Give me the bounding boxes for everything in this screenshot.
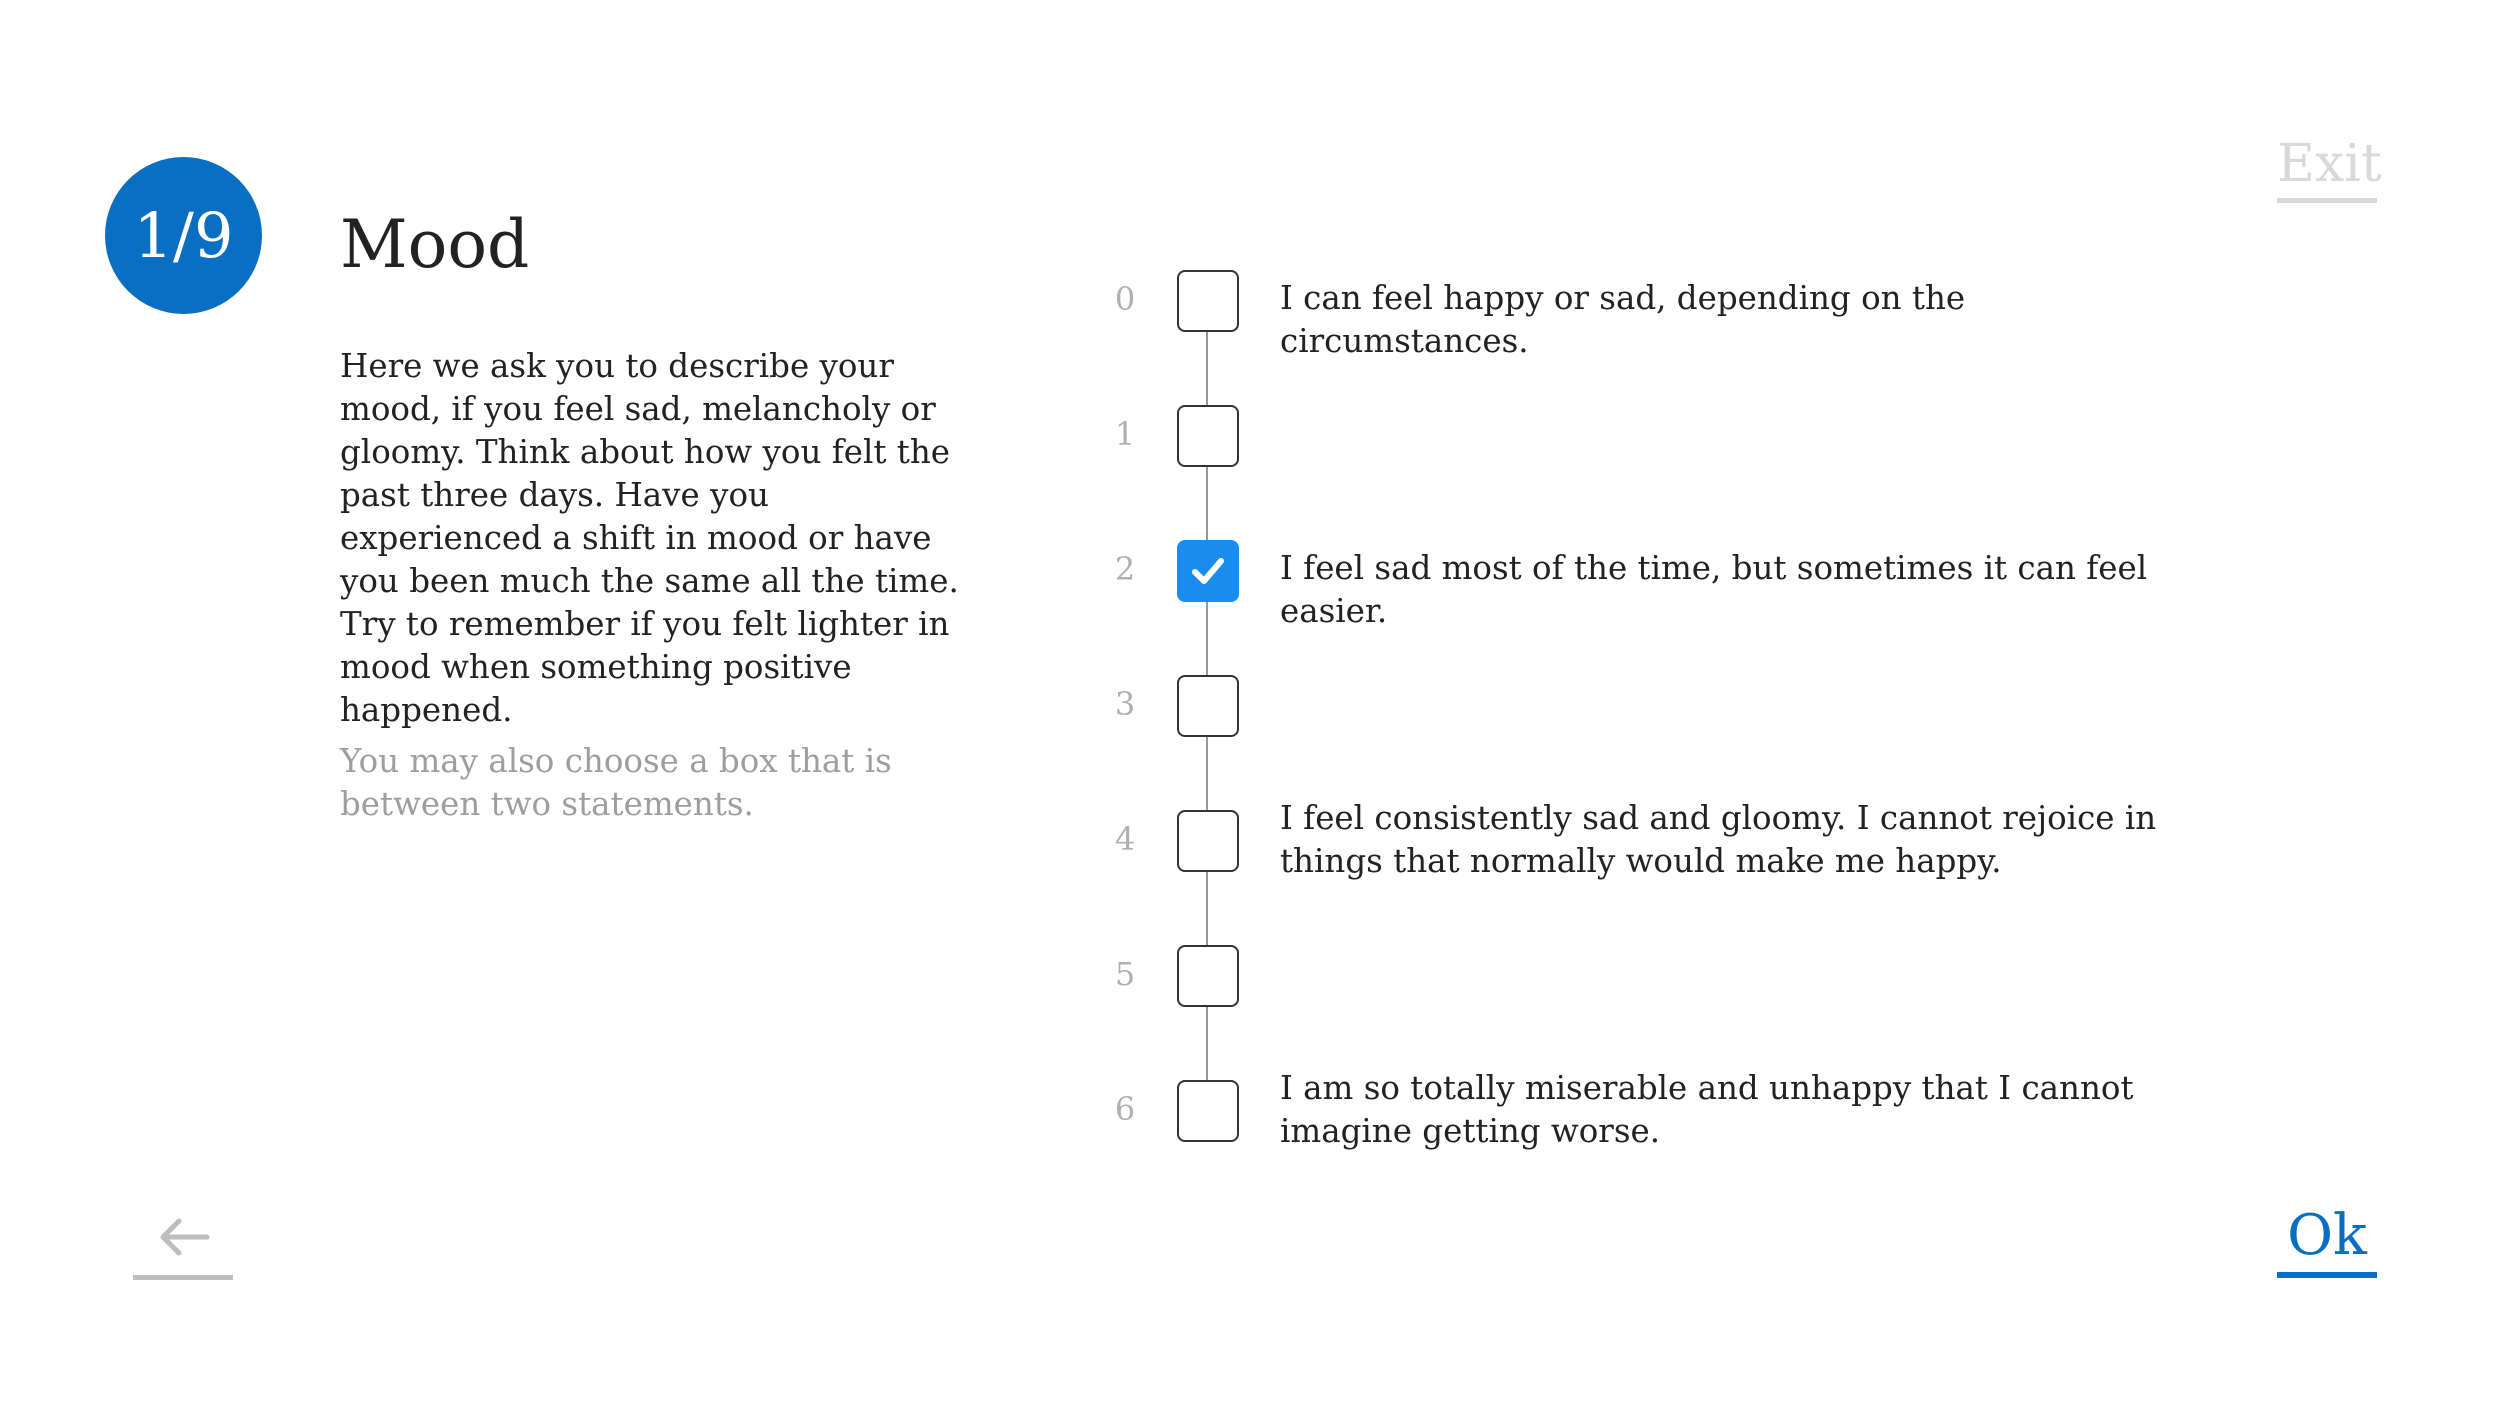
option-number: 0	[1114, 280, 1136, 318]
option-checkbox-6[interactable]	[1177, 1080, 1239, 1142]
scale-option-3	[1100, 675, 2300, 737]
step-progress-badge	[105, 157, 262, 314]
question-hint: You may also choose a box that is between two statements.	[340, 742, 892, 823]
scale-option-5	[1100, 945, 2300, 1007]
ok-button[interactable]: Ok	[2277, 1200, 2377, 1278]
page-title: Mood	[340, 206, 530, 283]
back-button[interactable]	[133, 1205, 233, 1280]
option-checkbox-3[interactable]	[1177, 675, 1239, 737]
option-checkbox-4[interactable]	[1177, 810, 1239, 872]
option-statement: I can feel happy or sad, depending on the circumstances.	[1280, 279, 1966, 360]
checkmark-icon	[1192, 556, 1224, 586]
option-number: 1	[1114, 415, 1136, 453]
scale-option-2	[1100, 540, 2300, 630]
scale-option-1	[1100, 405, 2300, 467]
option-number: 6	[1114, 1090, 1136, 1128]
step-progress-label: 1/9	[133, 199, 234, 272]
option-checkbox-1[interactable]	[1177, 405, 1239, 467]
scale-option-0	[1100, 270, 2300, 360]
option-checkbox-2[interactable]	[1177, 540, 1239, 602]
option-statement: I am so totally miserable and unhappy that I cannot imagine getting worse.	[1280, 1069, 2134, 1150]
question-description: Here we ask you to describe your mood, if you feel sad, melancholy or gloomy. Think about how you felt the past three days. Have you experienced a shift in mood or have you been much the same all the time. Try to remember if you felt lighter in mood when something positive happened.	[340, 347, 959, 729]
option-number: 4	[1114, 820, 1136, 858]
scale-option-4	[1100, 799, 2300, 880]
option-statement: I feel sad most of the time, but sometimes it can feel easier.	[1280, 549, 2148, 630]
option-statement: I feel consistently sad and gloomy. I cannot rejoice in things that normally would make me happy.	[1280, 799, 2157, 880]
option-checkbox-0[interactable]	[1177, 270, 1239, 332]
scale-option-6	[1100, 1069, 2300, 1150]
option-checkbox-5[interactable]	[1177, 945, 1239, 1007]
option-number: 5	[1114, 955, 1136, 993]
arrow-left-icon	[157, 1217, 211, 1257]
option-number: 2	[1114, 550, 1136, 588]
option-number: 3	[1114, 685, 1136, 723]
exit-button[interactable]: Exit	[2277, 130, 2377, 203]
